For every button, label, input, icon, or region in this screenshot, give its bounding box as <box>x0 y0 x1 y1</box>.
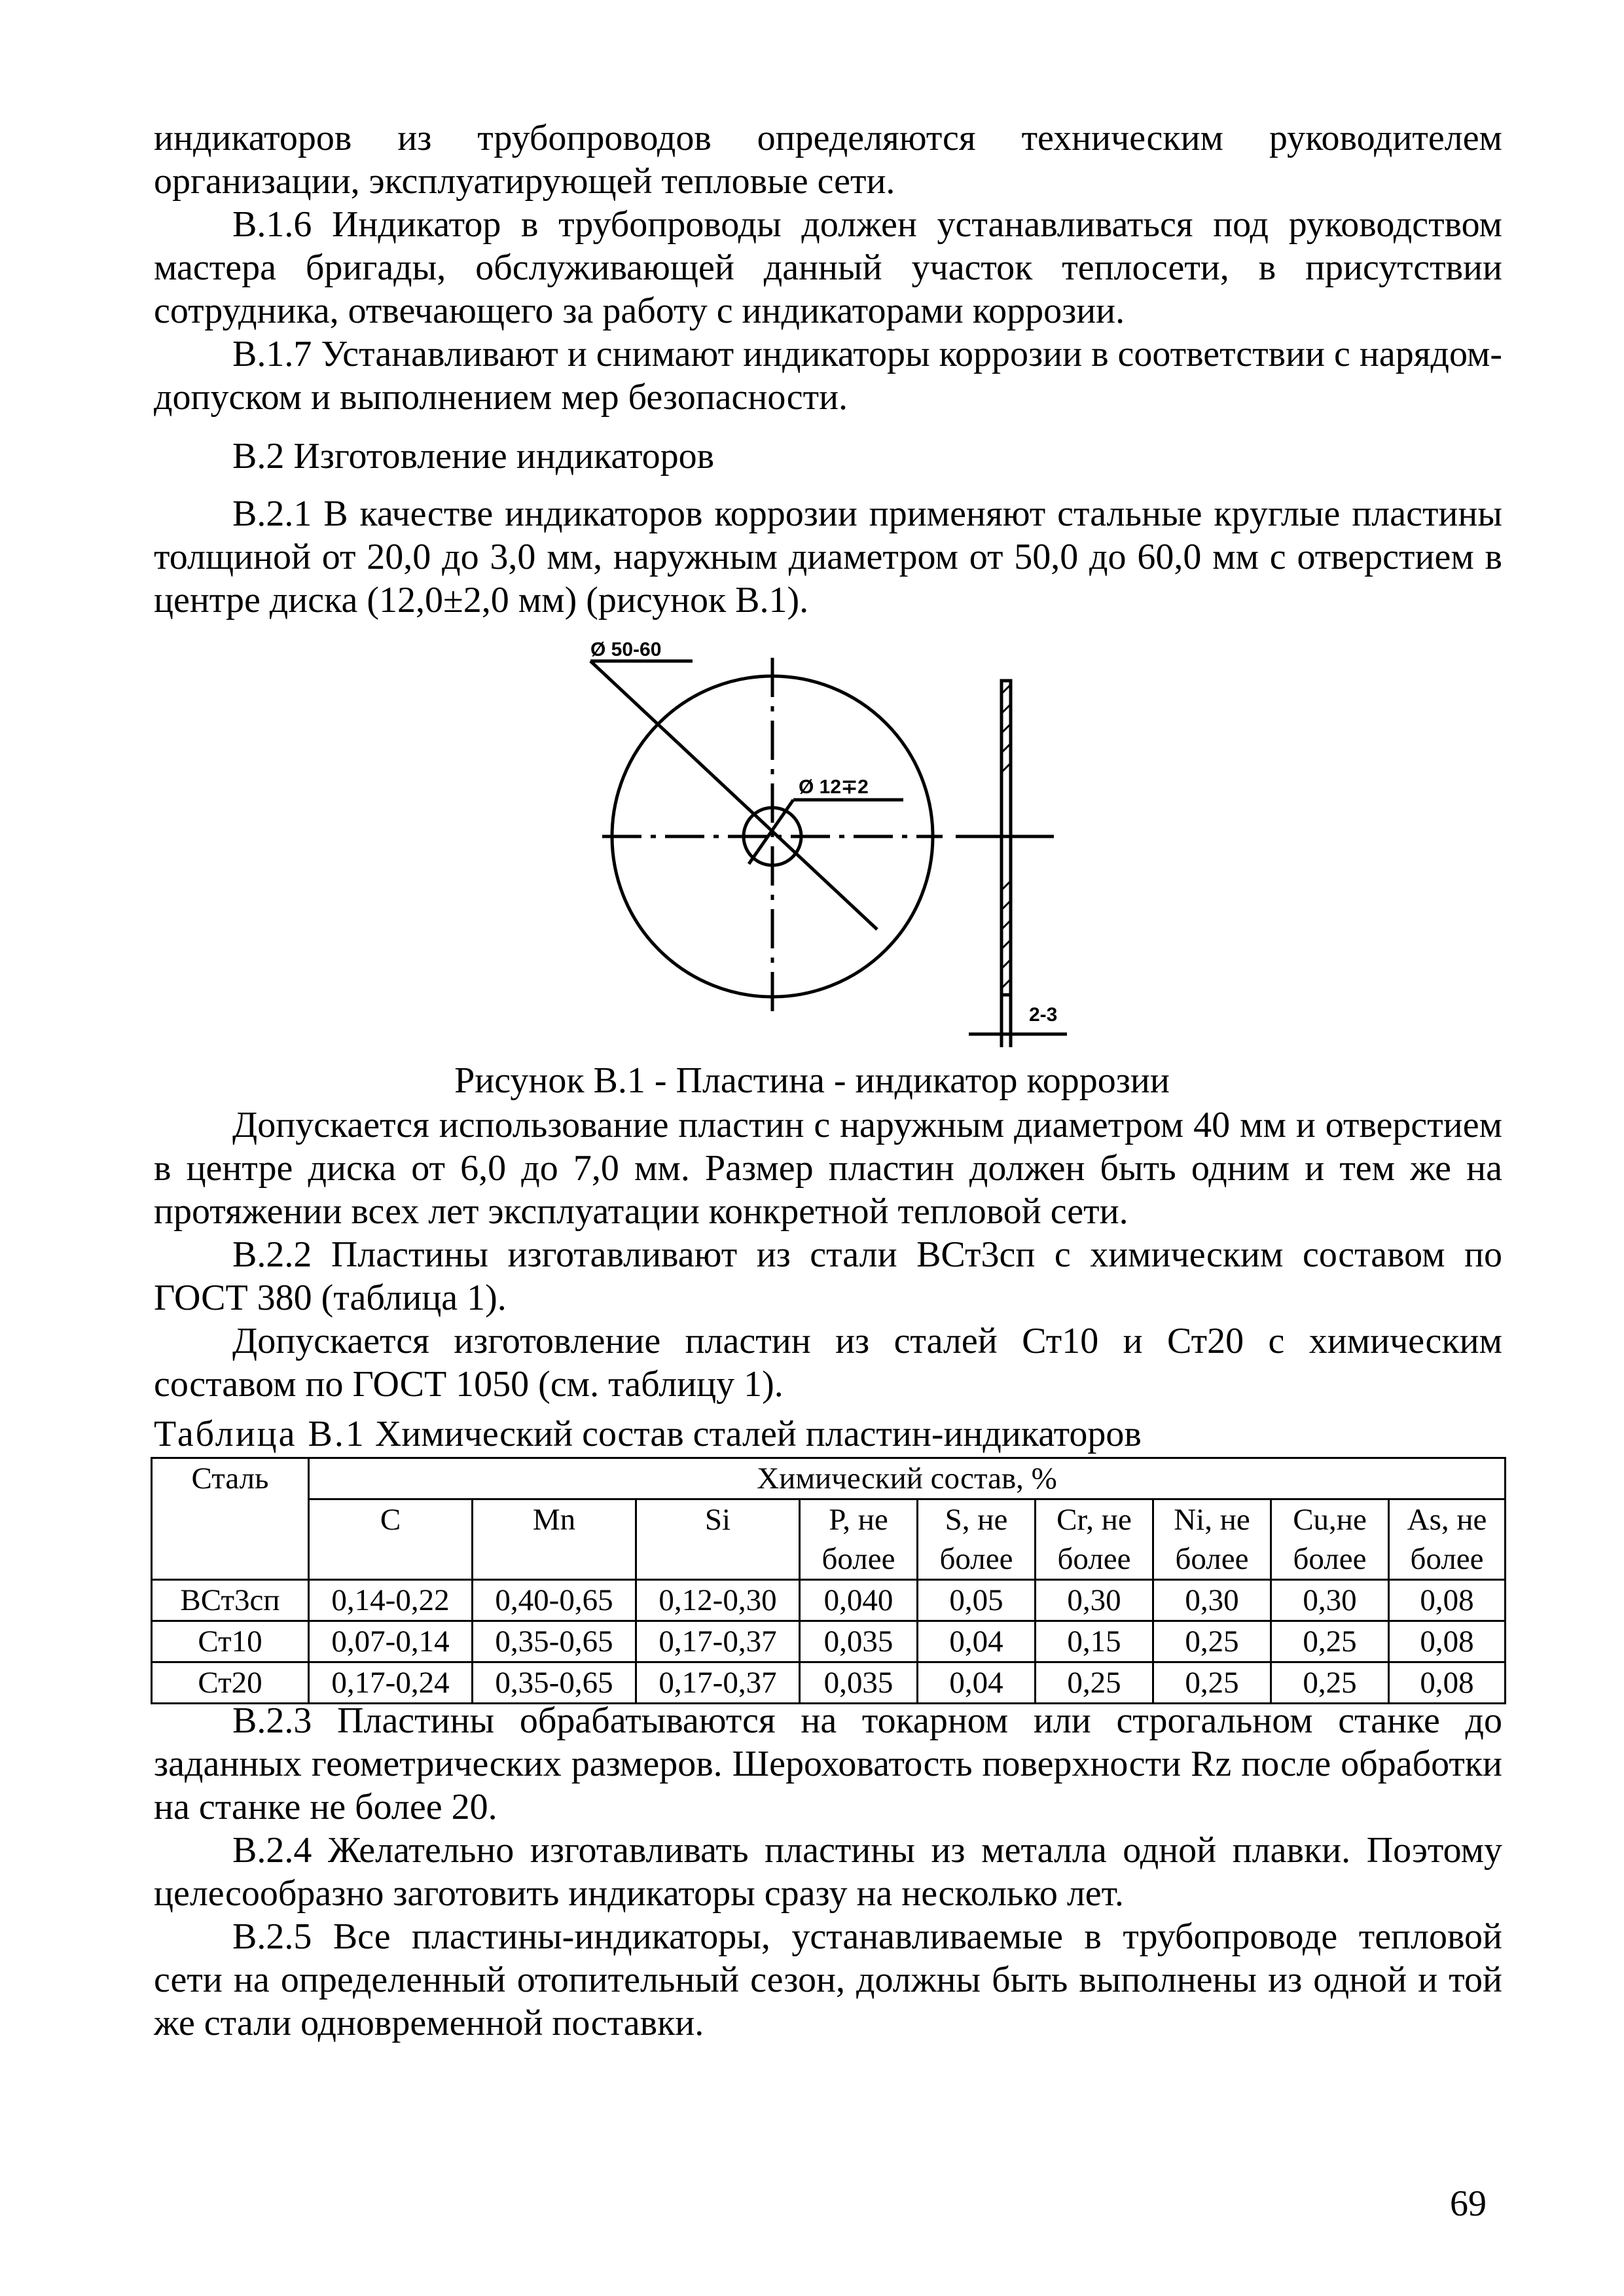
paragraph-b25: В.2.5 Все пластины-индикаторы, устанавливаемые в трубопроводе тепловой сети на определенный отопительный сезон, должны быть выполнены из одной и той же стали одновременной поставки. <box>154 1916 1502 2043</box>
table-cell: ВСт3сп <box>152 1580 309 1621</box>
table-cell: 0,17-0,37 <box>636 1621 800 1662</box>
header-as: As, не более <box>1389 1499 1506 1580</box>
table-cell: 0,40-0,65 <box>473 1580 636 1621</box>
header-p: P, не более <box>800 1499 918 1580</box>
paragraph: Допускается использование пластин с наружным диаметром 40 мм и отверстием в центре диска от 6,0 до 7,0 мм. Размер пластин должен быть одним и тем же на протяжении всех лет эксплуатации конкретной тепловой сети. <box>154 1105 1502 1232</box>
table-cell: 0,30 <box>1271 1580 1389 1621</box>
table-cell: 0,08 <box>1389 1580 1506 1621</box>
header-cu: Cu,не более <box>1271 1499 1389 1580</box>
header-steel: Сталь <box>152 1458 309 1580</box>
text-block-mid <box>154 1103 1502 1406</box>
table-cell: 0,17-0,24 <box>309 1662 473 1704</box>
table-cell: 0,15 <box>1036 1621 1153 1662</box>
paragraph: Допускается изготовление пластин из сталей Ст10 и Ст20 с химическим составом по ГОСТ 1050 (см. таблицу 1). <box>154 1321 1502 1405</box>
paragraph-b21: В.2.1 В качестве индикаторов коррозии применяют стальные круглые пластины толщиной от 20,0 до 3,0 мм, наружным диаметром от 50,0 до 60,0 мм с отверстием в центре диска (12,0±2,0 мм) (рисунок В.1). <box>154 493 1502 620</box>
hole-diameter-label: Ø 12∓2 <box>799 776 869 798</box>
header-si: Si <box>636 1499 800 1580</box>
text-block-top <box>154 117 1502 622</box>
paragraph-b24: В.2.4 Желательно изготавливать пластины из металла одной плавки. Поэтому целесообразно заготовить индикаторы сразу на несколько лет. <box>154 1830 1502 1914</box>
header-c: C <box>309 1499 473 1580</box>
table-title <box>154 1412 1142 1456</box>
table-cell: 0,25 <box>1271 1621 1389 1662</box>
table-cell: 0,35-0,65 <box>473 1621 636 1662</box>
header-composition: Химический состав, % <box>309 1458 1506 1499</box>
figure-caption: Рисунок В.1 - Пластина - индикатор коррозии <box>454 1060 1170 1101</box>
table-subheader-row <box>152 1499 1506 1580</box>
section-heading-b2: В.2 Изготовление индикаторов <box>232 436 715 476</box>
table-cell: 0,25 <box>1153 1621 1271 1662</box>
chemical-composition-table <box>151 1457 1506 1704</box>
table-cell: Ст10 <box>152 1621 309 1662</box>
paragraph: индикаторов из трубопроводов определяются техническим руководителем организации, эксплуатирующей тепловые сети. <box>154 118 1502 202</box>
text-block-bottom <box>154 1699 1502 2045</box>
table-cell: 0,05 <box>918 1580 1036 1621</box>
table-cell: 0,35-0,65 <box>473 1662 636 1704</box>
table-cell: 0,30 <box>1153 1580 1271 1621</box>
table-cell: 0,14-0,22 <box>309 1580 473 1621</box>
paragraph-b23: В.2.3 Пластины обрабатываются на токарном или строгальном станке до заданных геометрических размеров. Шероховатость поверхности Rz после обработки на станке не более 20. <box>154 1700 1502 1827</box>
outer-diameter-label: Ø 50-60 <box>590 639 662 660</box>
paragraph-b16: В.1.6 Индикатор в трубопроводы должен устанавливаться под руководством мастера бригады, обслуживающей данный участок теплосети, в присутствии сотрудника, отвечающего за работу с индикаторами коррозии. <box>154 204 1502 331</box>
thickness-label: 2-3 <box>1029 1004 1058 1026</box>
table-cell: 0,17-0,37 <box>636 1662 800 1704</box>
header-cr: Cr, не более <box>1036 1499 1153 1580</box>
table-cell: 0,08 <box>1389 1621 1506 1662</box>
table-cell: 0,040 <box>800 1580 918 1621</box>
plate-drawing <box>576 628 1074 1060</box>
table-header-row <box>152 1458 1506 1499</box>
table-cell: 0,25 <box>1153 1662 1271 1704</box>
header-s: S, не более <box>918 1499 1036 1580</box>
table-cell: 0,035 <box>800 1662 918 1704</box>
table-cell: 0,25 <box>1271 1662 1389 1704</box>
table-row <box>152 1580 1506 1621</box>
table-label: Таблица В.1 <box>154 1414 366 1454</box>
page-number: 69 <box>1450 2183 1487 2224</box>
table-cell: 0,035 <box>800 1621 918 1662</box>
table-cell: 0,30 <box>1036 1580 1153 1621</box>
table-title-text: Химический состав сталей пластин-индикаторов <box>374 1414 1142 1454</box>
paragraph-b17: В.1.7 Устанавливают и снимают индикаторы коррозии в соответствии с нарядом-допуском и выполнением мер безопасности. <box>154 334 1502 418</box>
table-cell: 0,04 <box>918 1621 1036 1662</box>
table-cell: 0,04 <box>918 1662 1036 1704</box>
table-cell: 0,08 <box>1389 1662 1506 1704</box>
table-row <box>152 1621 1506 1662</box>
table-cell: 0,12-0,30 <box>636 1580 800 1621</box>
table-cell: 0,25 <box>1036 1662 1153 1704</box>
header-mn: Mn <box>473 1499 636 1580</box>
header-ni: Ni, не более <box>1153 1499 1271 1580</box>
table-cell: 0,07-0,14 <box>309 1621 473 1662</box>
table-cell: Ст20 <box>152 1662 309 1704</box>
paragraph-b22: В.2.2 Пластины изготавливают из стали ВСт3сп с химическим составом по ГОСТ 380 (таблица 1). <box>154 1234 1502 1318</box>
table-row <box>152 1662 1506 1704</box>
